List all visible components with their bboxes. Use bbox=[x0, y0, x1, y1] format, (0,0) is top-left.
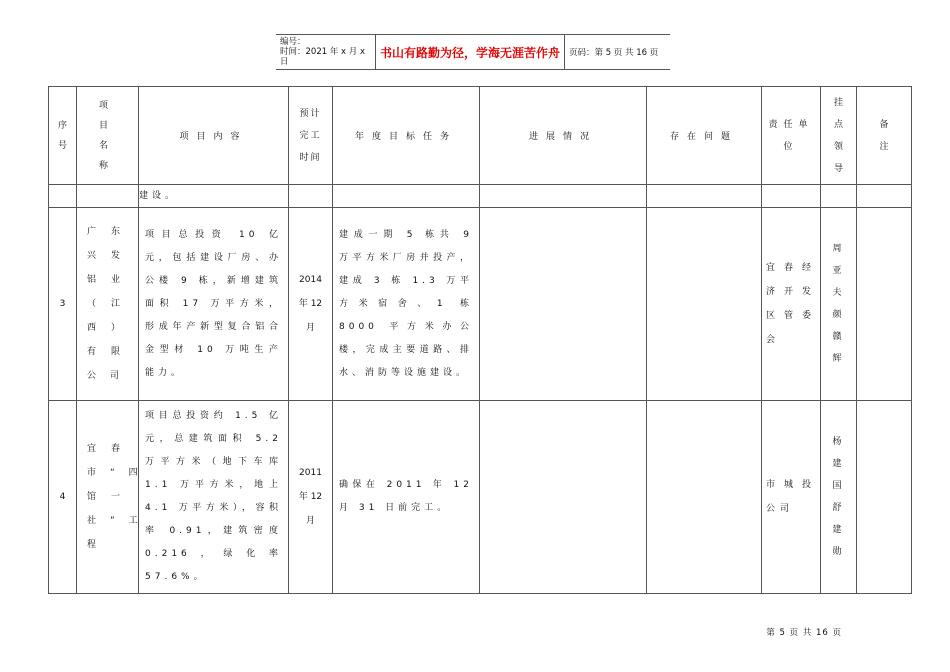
cell-issues bbox=[647, 208, 762, 401]
cell-name: 宜春市“四馆一社”工程 bbox=[77, 401, 139, 594]
cell-remark bbox=[857, 208, 912, 401]
cell-content: 建设。 bbox=[139, 185, 289, 208]
table-row bbox=[49, 185, 912, 208]
cell-progress bbox=[480, 401, 647, 594]
cell-name: 广东兴发铝业（江西）有限公司 bbox=[77, 208, 139, 401]
number-label: 编号： bbox=[280, 37, 306, 47]
header-name: 项目名称 bbox=[77, 87, 139, 185]
header-page-info: 页码：第 5 页 共 16 页 bbox=[569, 48, 659, 58]
page-footer: 第 5 页 共 16 页 bbox=[766, 628, 842, 638]
cell-unit: 宜春经济开发区管委会 bbox=[762, 208, 821, 401]
cell-issues bbox=[647, 401, 762, 594]
cell-target: 确保在 2011 年 12 月 31 日前完工。 bbox=[333, 401, 480, 594]
header-finish: 预计完工时间 bbox=[289, 87, 333, 185]
cell-unit bbox=[762, 185, 821, 208]
cell-seq bbox=[49, 185, 77, 208]
time-label: 时间：2021 年 x 月 x 日 bbox=[280, 47, 366, 67]
header-meta bbox=[276, 35, 376, 69]
header-content: 项目内容 bbox=[139, 87, 289, 185]
cell-content: 项目总投资 10 亿元，包括建设厂房、办公楼 9 栋，新增建筑面积 17 万平方米，形成年产新型复合铝合金型材 10 万吨生产能力。 bbox=[139, 208, 289, 401]
table-row bbox=[49, 401, 912, 594]
cell-leader bbox=[821, 185, 857, 208]
cell-finish: 2011 年 12 月 bbox=[289, 401, 333, 594]
cell-leader: 周亚夫颜赣辉 bbox=[821, 208, 857, 401]
cell-content: 项目总投资约 1.5 亿元，总建筑面积 5.2 万平方米（地下车库 1.1 万平方米，地上 4.1 万平方米），容积率 0.91，建筑密度 0.216，绿化率 57.6%。 bbox=[139, 401, 289, 594]
cell-progress bbox=[480, 208, 647, 401]
cell-remark bbox=[857, 401, 912, 594]
cell-unit: 市城投公司 bbox=[762, 401, 821, 594]
header-remark: 备注 bbox=[857, 87, 912, 185]
cell-issues bbox=[647, 185, 762, 208]
header-progress: 进展情况 bbox=[480, 87, 647, 185]
document-header bbox=[276, 34, 670, 70]
header-slogan: 书山有路勤为径，学海无涯苦作舟 bbox=[376, 35, 565, 69]
cell-finish: 2014 年 12 月 bbox=[289, 208, 333, 401]
cell-remark bbox=[857, 185, 912, 208]
table-row bbox=[49, 208, 912, 401]
cell-progress bbox=[480, 185, 647, 208]
header-target: 年度目标任务 bbox=[333, 87, 480, 185]
cell-finish bbox=[289, 185, 333, 208]
header-seq: 序号 bbox=[49, 87, 77, 185]
header-unit: 责任单位 bbox=[762, 87, 821, 185]
table-header-row bbox=[49, 87, 912, 185]
cell-name bbox=[77, 185, 139, 208]
cell-leader: 杨建国舒建勋 bbox=[821, 401, 857, 594]
cell-target bbox=[333, 185, 480, 208]
project-table bbox=[48, 86, 912, 594]
cell-seq: 4 bbox=[49, 401, 77, 594]
cell-seq: 3 bbox=[49, 208, 77, 401]
header-issues: 存在问题 bbox=[647, 87, 762, 185]
cell-target: 建成一期 5 栋共 9 万平方米厂房并投产，建成 3 栋 1.3 万平方米宿舍、1 栋 8000 平方米办公楼，完成主要道路、排水、消防等设施建设。 bbox=[333, 208, 480, 401]
header-leader: 挂点领导 bbox=[821, 87, 857, 185]
